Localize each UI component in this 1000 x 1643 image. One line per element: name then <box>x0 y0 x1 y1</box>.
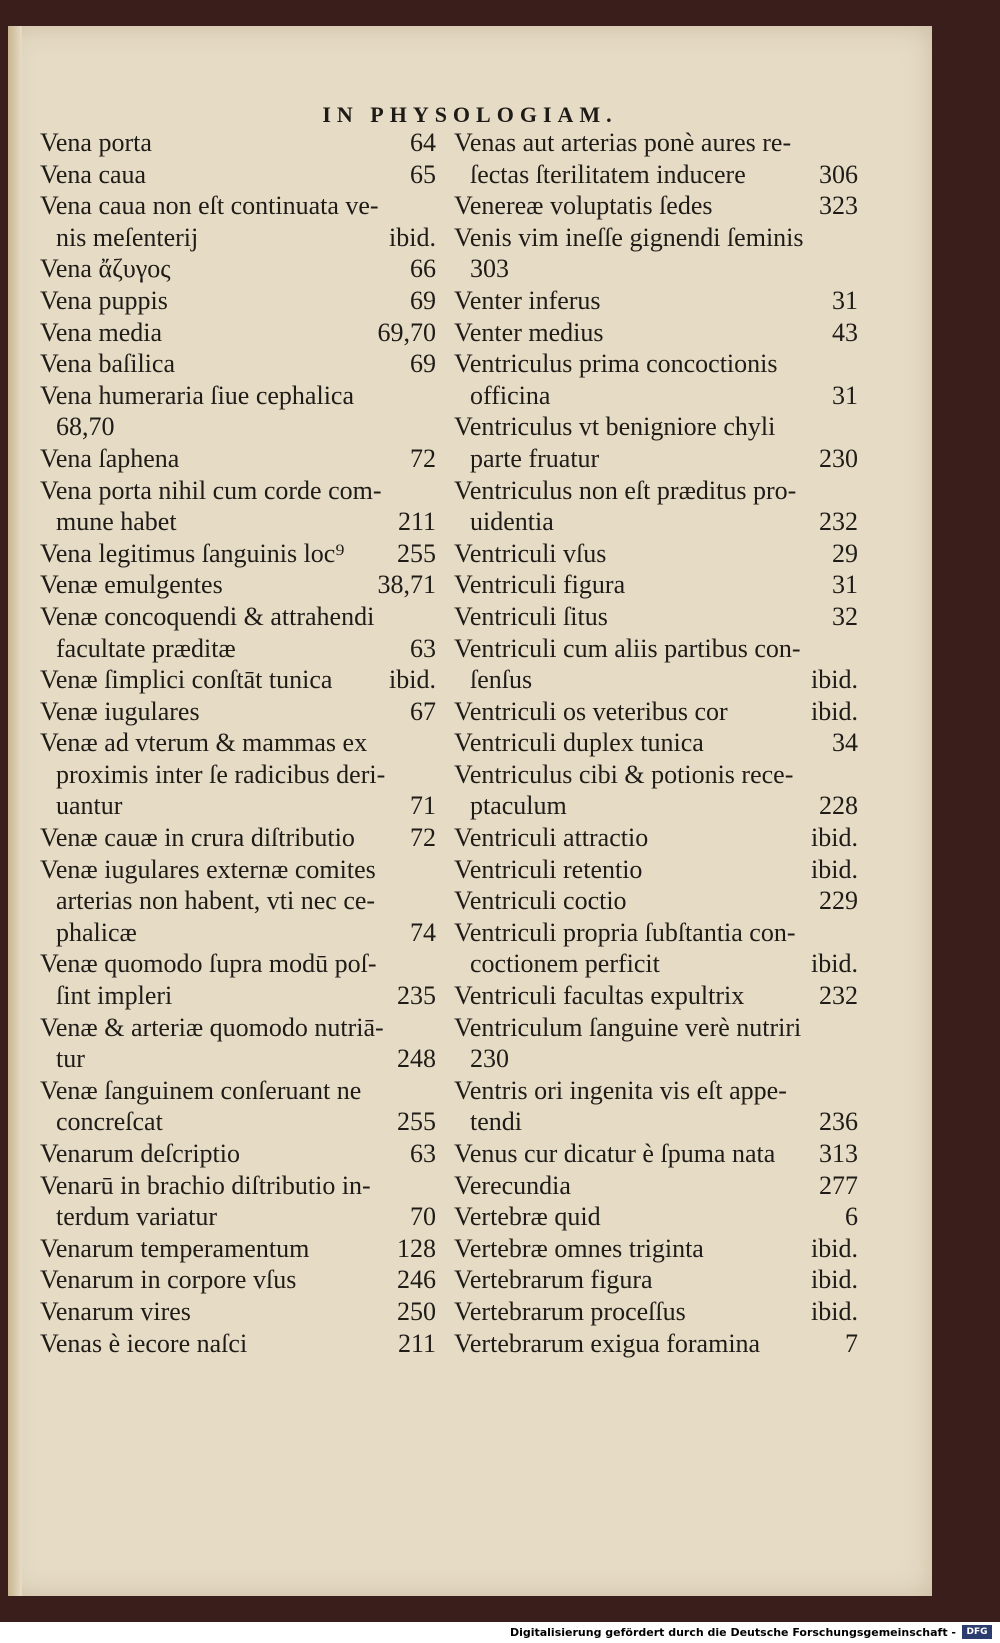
index-entry-line <box>40 569 436 601</box>
index-entry-line <box>454 727 858 759</box>
index-entry <box>40 380 436 443</box>
index-entry-line <box>454 854 858 886</box>
index-entry-line <box>454 1201 858 1233</box>
index-entry-line <box>454 1296 858 1328</box>
index-entry-line <box>40 917 436 949</box>
index-term: terdum variatur <box>56 1202 217 1232</box>
dfg-logo: DFG <box>962 1625 992 1639</box>
index-term: Vena puppis <box>40 285 168 315</box>
index-entry-line <box>454 1328 858 1360</box>
index-entry-line <box>454 1264 858 1296</box>
index-entry <box>454 127 858 190</box>
index-entry <box>454 759 858 822</box>
index-entry-line <box>40 1012 436 1044</box>
index-entry-line <box>40 253 436 285</box>
index-term: Venæ emulgentes <box>40 570 223 600</box>
index-entry <box>40 538 436 570</box>
index-term: Ventriculi os veteribus cor <box>454 696 728 726</box>
index-term: Vena baſilica <box>40 349 175 379</box>
index-entry-line <box>454 885 858 917</box>
index-term: Verecundia <box>454 1170 571 1200</box>
page-reference: ibid. <box>811 1296 858 1326</box>
index-entry <box>454 1201 858 1233</box>
index-entry-line <box>40 633 436 665</box>
index-entry-line <box>40 190 436 222</box>
index-entry <box>454 1233 858 1265</box>
page-reference: 67 <box>410 696 436 726</box>
index-term: uidentia <box>470 507 554 537</box>
page-reference: 31 <box>832 285 858 315</box>
page-reference: 72 <box>410 823 436 853</box>
index-term: Vena caua <box>40 159 147 189</box>
index-entry <box>454 885 858 917</box>
index-entry-line <box>40 1043 436 1075</box>
page-reference: 313 <box>819 1139 858 1168</box>
page-reference: ibid. <box>811 1265 858 1295</box>
index-entry <box>454 190 858 222</box>
index-entry-line <box>40 790 436 822</box>
running-head: IN PHYSOLOGIAM. <box>322 102 618 127</box>
index-entry-line <box>40 411 436 443</box>
index-term: nis meſenterij <box>56 222 199 252</box>
index-term: Venereæ voluptatis ſedes <box>454 191 713 221</box>
index-term: Vena ἄζυγος <box>40 254 171 284</box>
index-entry-line <box>40 1264 436 1296</box>
index-entry-line <box>454 1138 858 1170</box>
page-reference: 66 <box>410 254 436 284</box>
index-term: 230 <box>470 1044 509 1074</box>
page-reference: 74 <box>410 917 436 947</box>
index-term: Vertebrarum figura <box>454 1265 653 1295</box>
index-entry <box>40 854 436 949</box>
index-entry-line <box>454 601 858 633</box>
index-entry-line <box>40 1170 436 1202</box>
index-term: Vertebræ omnes triginta <box>454 1233 704 1263</box>
index-entry <box>454 569 858 601</box>
index-entry-line <box>454 380 858 412</box>
index-entry <box>40 1328 436 1360</box>
page-reference: 255 <box>397 538 436 568</box>
index-term: Venarū in brachio diſtributio in- <box>40 1170 371 1200</box>
index-entry-line <box>454 917 858 949</box>
page-reference: ibid. <box>811 949 858 979</box>
footer-credit: Digitalisierung gefördert durch die Deutsche Forschungsgemeinschaft - <box>509 1626 956 1639</box>
index-entry <box>40 475 436 538</box>
index-term: 303 <box>470 254 509 284</box>
page-reference: ibid. <box>811 854 858 884</box>
index-entry-line <box>454 569 858 601</box>
index-entry-line <box>454 696 858 728</box>
index-term: Venæ cauæ in crura diſtributio <box>40 823 355 853</box>
page-reference: 128 <box>397 1233 436 1263</box>
index-entry-line <box>40 222 436 254</box>
index-entry <box>454 538 858 570</box>
index-entry-line <box>454 1043 858 1075</box>
index-entry <box>454 917 858 980</box>
index-term: officina <box>470 380 551 410</box>
index-entry-line <box>454 790 858 822</box>
index-entry <box>454 1264 858 1296</box>
index-entry-line <box>40 317 436 349</box>
index-entry <box>40 127 436 159</box>
index-term: Venarum temperamentum <box>40 1233 310 1263</box>
index-entry <box>454 854 858 886</box>
page-reference: 236 <box>819 1107 858 1137</box>
index-entry-line <box>454 506 858 538</box>
index-entry-line <box>40 348 436 380</box>
index-term: Venus cur dicatur è ſpuma nata <box>454 1139 776 1168</box>
index-entry-line <box>40 696 436 728</box>
index-term: Venæ iugulares <box>40 696 200 726</box>
index-term: Vena ſaphena <box>40 443 180 473</box>
page-reference: 232 <box>819 507 858 537</box>
index-term: Ventriculi attractio <box>454 823 649 853</box>
page-reference: 63 <box>410 1139 436 1168</box>
index-term: Venæ quomodo ſupra modū poſ- <box>40 949 377 979</box>
index-term: Ventriculi coctio <box>454 886 627 916</box>
index-entry <box>454 980 858 1012</box>
index-entry <box>40 443 436 475</box>
index-term: parte fruatur <box>470 443 600 473</box>
index-column-left <box>40 127 436 1359</box>
page-reference: 72 <box>410 443 436 473</box>
index-entry-line <box>40 948 436 980</box>
page-reference: 29 <box>832 538 858 568</box>
index-term: Venæ ad vterum & mammas ex <box>40 728 368 758</box>
page-reference: 229 <box>819 886 858 916</box>
index-entry-line <box>40 980 436 1012</box>
index-entry-line <box>40 664 436 696</box>
index-term: proximis inter ſe radicibus deri- <box>56 759 386 789</box>
index-term: Ventriculi facultas expultrix <box>454 981 745 1011</box>
index-entry-line <box>454 253 858 285</box>
index-term: Venas aut arterias ponè aures re- <box>454 128 792 157</box>
index-entry-line <box>454 1170 858 1202</box>
page-reference: ibid. <box>811 1233 858 1263</box>
index-term: Venarum deſcriptio <box>40 1139 240 1168</box>
index-entry-line <box>454 1106 858 1138</box>
page-reference: 228 <box>819 791 858 821</box>
page-reference: 248 <box>397 1044 436 1074</box>
index-entry <box>454 601 858 633</box>
index-entry <box>454 1328 858 1360</box>
page-reference: 31 <box>832 380 858 410</box>
index-entry <box>40 1138 436 1170</box>
index-term: arterias non habent, vti nec ce- <box>56 886 376 916</box>
index-term: Ventriculum ſanguine verè nutriri <box>454 1012 802 1042</box>
index-term: Venas è iecore naſci <box>40 1328 248 1358</box>
index-term: ſint impleri <box>56 981 173 1011</box>
index-term: tendi <box>470 1107 522 1137</box>
page-reference: 323 <box>819 191 858 221</box>
index-term: Venis vim ineſſe gignendi ſeminis <box>454 222 804 252</box>
index-term: Ventriculi retentio <box>454 854 643 884</box>
index-entry <box>40 285 436 317</box>
index-term: Ventriculi propria ſubſtantia con- <box>454 917 796 947</box>
index-term: 68,70 <box>56 412 115 442</box>
index-column-right <box>454 127 858 1359</box>
index-entry-line <box>40 727 436 759</box>
index-entry <box>40 696 436 728</box>
index-term: Vertebrarum exigua foramina <box>454 1328 761 1358</box>
index-term: Venter inferus <box>454 285 601 315</box>
index-term: Venarum in corpore vſus <box>40 1265 297 1295</box>
page-reference: 38,71 <box>377 570 436 600</box>
index-entry-line <box>454 759 858 791</box>
index-entry <box>454 348 858 411</box>
page-reference: 31 <box>832 570 858 600</box>
index-term: Ventriculi vſus <box>454 538 607 568</box>
index-entry-line <box>454 1075 858 1107</box>
index-term: Ventriculus non eſt præditus pro- <box>454 475 797 505</box>
index-entry-line <box>40 1138 436 1170</box>
index-entry-line <box>454 664 858 696</box>
index-term: Ventriculus cibi & potionis rece- <box>454 759 794 789</box>
index-entry-line <box>40 1328 436 1360</box>
index-entry <box>40 727 436 822</box>
page-reference: ibid. <box>389 665 436 695</box>
digitization-footer <box>0 1622 1000 1643</box>
page-reference: 69,70 <box>377 317 436 347</box>
page-reference: 255 <box>397 1107 436 1137</box>
page-reference: ibid. <box>389 222 436 252</box>
index-entry-line <box>40 822 436 854</box>
page-reference: ibid. <box>811 823 858 853</box>
page-reference: 71 <box>410 791 436 821</box>
index-term: Venarum vires <box>40 1296 191 1326</box>
index-entry <box>40 569 436 601</box>
index-term: Ventriculi ſitus <box>454 601 608 631</box>
index-term: facultate præditæ <box>56 633 236 663</box>
index-term: uantur <box>56 791 123 821</box>
index-entry <box>40 1233 436 1265</box>
index-term: Venæ concoquendi & attrahendi <box>40 601 375 631</box>
index-entry-line <box>40 475 436 507</box>
index-entry <box>40 601 436 664</box>
index-entry-line <box>454 822 858 854</box>
index-entry <box>454 633 858 696</box>
index-term: Vena porta <box>40 128 152 157</box>
page-reference: 43 <box>832 317 858 347</box>
index-term: mune habet <box>56 507 177 537</box>
index-entry-line <box>454 190 858 222</box>
index-entry <box>454 285 858 317</box>
page-reference: 69 <box>410 349 436 379</box>
index-entry <box>454 1296 858 1328</box>
index-term: phalicæ <box>56 917 137 947</box>
index-entry <box>40 948 436 1011</box>
index-entry <box>40 190 436 253</box>
page-reference: 250 <box>397 1296 436 1326</box>
index-entry-line <box>454 222 858 254</box>
page-reference: 232 <box>819 981 858 1011</box>
index-entry <box>454 1170 858 1202</box>
page-reference: 230 <box>819 443 858 473</box>
index-term: Vena porta nihil cum corde com- <box>40 475 382 505</box>
page-reference: 6 <box>845 1202 858 1232</box>
index-entry <box>40 348 436 380</box>
index-term: Venæ iugulares externæ comites <box>40 854 376 884</box>
index-entry <box>454 411 858 474</box>
index-entry <box>40 664 436 696</box>
index-entry-line <box>40 1296 436 1328</box>
index-entry-line <box>40 601 436 633</box>
index-entry <box>40 1012 436 1075</box>
index-entry-line <box>454 980 858 1012</box>
index-entry-line <box>40 506 436 538</box>
page-reference: ibid. <box>811 665 858 695</box>
index-term: Venter medius <box>454 317 604 347</box>
index-term: Ventriculus vt benigniore chyli <box>454 412 776 442</box>
index-entry-line <box>454 159 858 191</box>
page-reference: 65 <box>410 159 436 189</box>
index-entry <box>40 159 436 191</box>
index-entry <box>454 696 858 728</box>
book-page <box>8 26 932 1596</box>
index-term: Vena humeraria ſiue cephalica <box>40 380 354 410</box>
index-entry <box>454 1012 858 1075</box>
page-reference: 235 <box>397 981 436 1011</box>
index-entry-line <box>40 380 436 412</box>
index-entry <box>40 253 436 285</box>
index-entry-line <box>454 633 858 665</box>
index-term: concreſcat <box>56 1107 163 1137</box>
index-term: ſenſus <box>470 665 533 695</box>
page-reference: 69 <box>410 285 436 315</box>
index-entry-line <box>454 443 858 475</box>
index-entry <box>40 1170 436 1233</box>
index-term: Vena media <box>40 317 163 347</box>
index-entry <box>454 1075 858 1138</box>
index-entry-line <box>454 538 858 570</box>
index-entry-line <box>454 411 858 443</box>
page-edge-shadow <box>8 26 22 1596</box>
index-term: tur <box>56 1044 85 1074</box>
index-term: Ventriculi figura <box>454 570 626 600</box>
index-entry <box>454 1138 858 1170</box>
index-entry <box>454 822 858 854</box>
index-term: Vertebræ quid <box>454 1202 601 1232</box>
index-entry-line <box>40 885 436 917</box>
index-entry-line <box>40 285 436 317</box>
index-entry <box>454 727 858 759</box>
index-term: Vena caua non eſt continuata ve- <box>40 191 379 221</box>
index-entry-line <box>40 159 436 191</box>
page-reference: 246 <box>397 1265 436 1295</box>
index-entry-line <box>454 948 858 980</box>
index-entry <box>40 1296 436 1328</box>
page-reference: 32 <box>832 601 858 631</box>
page-reference: ibid. <box>811 696 858 726</box>
index-term: Ventris ori ingenita vis eſt appe- <box>454 1075 787 1105</box>
index-entry-line <box>40 854 436 886</box>
index-term: Vena legitimus ſanguinis loc⁹ <box>40 538 345 568</box>
index-term: Ventriculus prima concoctionis <box>454 349 778 379</box>
page-reference: 7 <box>845 1328 858 1358</box>
page-reference: 63 <box>410 633 436 663</box>
index-entry <box>454 475 858 538</box>
page-reference: 211 <box>397 507 436 537</box>
index-entry <box>454 222 858 285</box>
page-reference: 211 <box>397 1328 436 1358</box>
index-term: Venæ & arteriæ quomodo nutriā- <box>40 1012 384 1042</box>
index-entry <box>40 1075 436 1138</box>
index-term: Ventriculi cum aliis partibus con- <box>454 633 801 663</box>
index-term: ptaculum <box>470 791 567 821</box>
page-reference: 70 <box>410 1202 436 1232</box>
index-entry <box>40 317 436 349</box>
index-entry-line <box>454 1012 858 1044</box>
index-entry <box>40 1264 436 1296</box>
index-entry-line <box>40 1106 436 1138</box>
index-term: ſectas ſterilitatem inducere <box>470 159 746 189</box>
index-entry-line <box>454 475 858 507</box>
page-reference: 306 <box>819 159 858 189</box>
index-entry <box>40 822 436 854</box>
index-entry-line <box>40 1201 436 1233</box>
index-term: Venæ ſanguinem conſeruant ne <box>40 1075 362 1105</box>
index-term: Vertebrarum proceſſus <box>454 1296 686 1326</box>
index-entry-line <box>454 285 858 317</box>
index-term: Venæ ſimplici conſtāt tunica <box>40 665 333 695</box>
index-entry-line <box>454 127 858 159</box>
index-entry-line <box>40 127 436 159</box>
index-entry-line <box>40 1075 436 1107</box>
index-entry-line <box>40 443 436 475</box>
index-entry-line <box>454 348 858 380</box>
index-entry-line <box>454 1233 858 1265</box>
index-entry-line <box>40 538 436 570</box>
index-term: Ventriculi duplex tunica <box>454 728 704 758</box>
index-entry-line <box>40 759 436 791</box>
index-entry-line <box>40 1233 436 1265</box>
index-entry-line <box>454 317 858 349</box>
page-reference: 277 <box>819 1170 858 1200</box>
index-entry <box>454 317 858 349</box>
index-term: coctionem perficit <box>470 949 660 979</box>
page-reference: 34 <box>832 728 858 758</box>
page-reference: 64 <box>410 128 436 157</box>
